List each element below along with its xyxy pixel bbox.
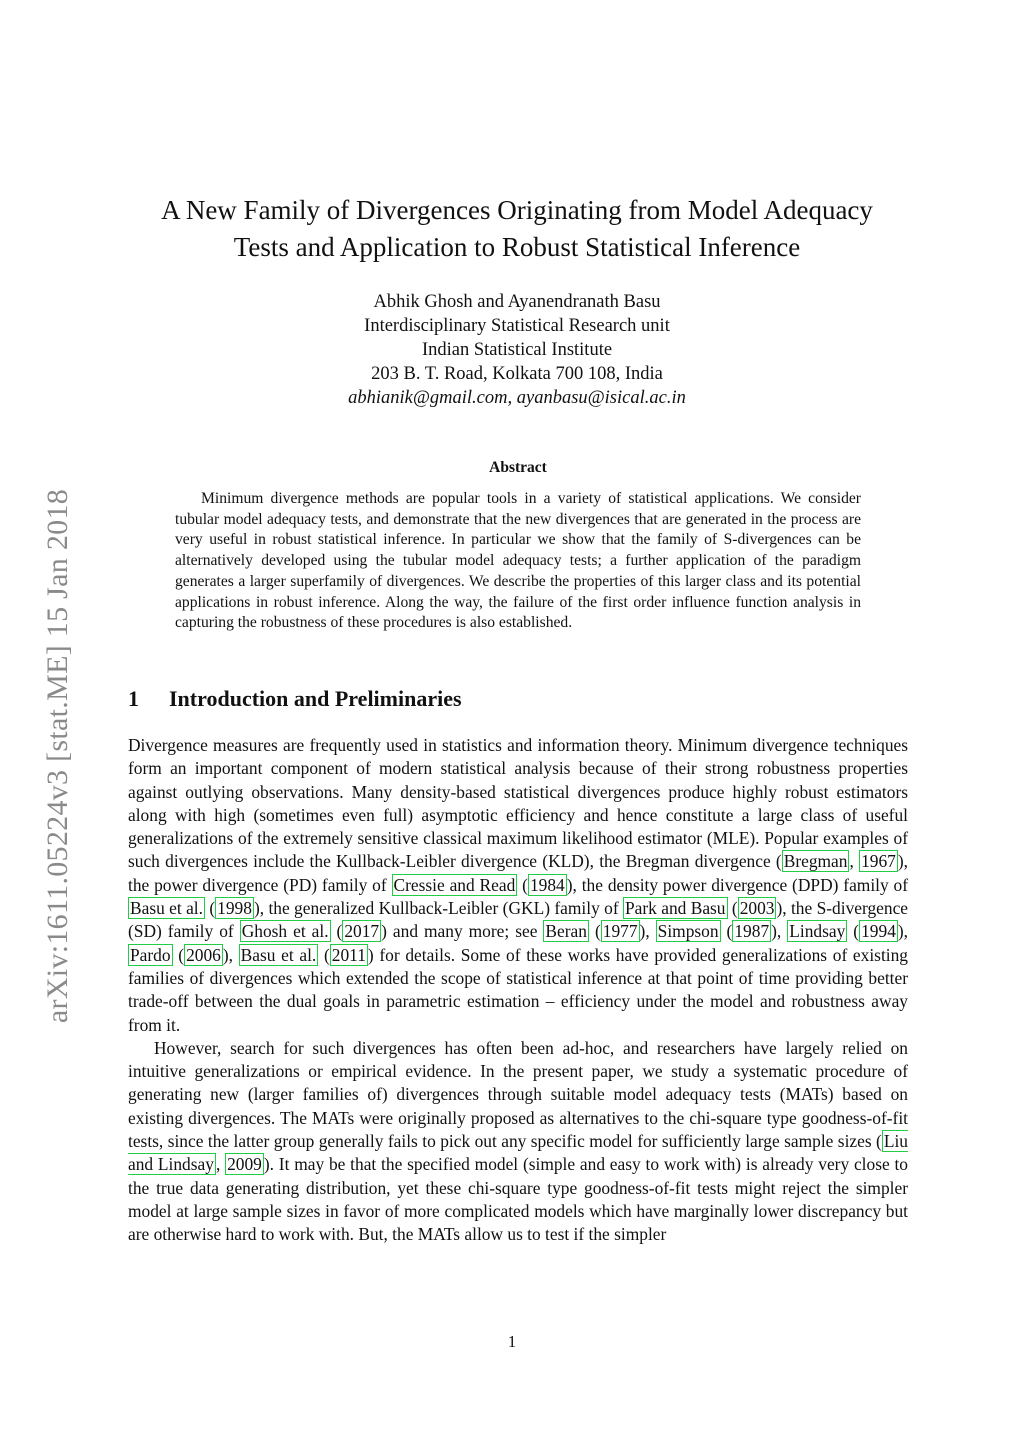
paper-title bbox=[112, 192, 922, 266]
citation-year-link[interactable]: 2003 bbox=[739, 898, 775, 919]
citation-link[interactable]: Basu et al. bbox=[130, 898, 203, 919]
author-institute: Indian Statistical Institute bbox=[421, 340, 613, 360]
arxiv-identifier: arXiv:1611.05224v3 [stat.ME] 15 Jan 2018 bbox=[41, 488, 74, 1024]
citation-link[interactable]: Ghosh et al. bbox=[241, 921, 329, 942]
citation-year-link[interactable]: 1984 bbox=[529, 874, 565, 895]
page-number: 1 bbox=[507, 1332, 517, 1351]
citation-link[interactable]: Lindsay bbox=[789, 921, 846, 942]
title-line-1: A New Family of Divergences Originating from Model Adequacy bbox=[161, 195, 873, 225]
author-names: Abhik Ghosh and Ayanendranath Basu bbox=[373, 292, 661, 312]
title-line-2: Tests and Application to Robust Statistical Inference bbox=[233, 232, 801, 262]
abstract-text: Minimum divergence methods are popular tools in a variety of statistical applications. We consider tubular model adequacy tests, and demonstrate that the new divergences that are generated in the process are very useful in robust statistical inference. In particular we show that the family of S-divergences can be alternatively developed using the tubular model adequacy tests; a further application of the paradigm generates a larger superfamily of divergences. We describe the properties of this larger class and its potential applications in robust inference. Along the way, the failure of the first order influence function analysis in capturing the robustness of these procedures is also established. bbox=[175, 490, 861, 632]
citation-year-link[interactable]: 1998 bbox=[217, 898, 252, 919]
citation-year-link[interactable]: 1994 bbox=[861, 921, 896, 942]
citation-year-link[interactable]: 2009 bbox=[227, 1154, 262, 1175]
section-number: 1 bbox=[128, 686, 139, 711]
citation-link[interactable]: Liu and Lindsay bbox=[128, 1131, 908, 1175]
paragraph-1: Divergence measures are frequently used in statistics and information theory. Minimum divergence techniques form an important component of modern statistical analysis because of their strong robustness properties against outlying observations. Many density-based statistical divergences produce highly robust estimators along with high (sometimes even full) asymptotic efficiency and hence constitute a large class of useful generalizations of the extremely sensitive classical maximum likelihood estimator (MLE). Popular examples of such divergences include the Kullback-Leibler divergence (KLD), the Bregman divergence ( Bregman , 1967 ), the power divergence (PD) family of Cressie and Read ( 1984 ), the density power divergence (DPD) family of Basu et al. ( 1998 ), the generalized Kullback-Leibler (GKL) family of Park and Basu ( 2003 ), the S-divergence (SD) family of Ghosh et al. ( 2017 ) and many more; see Beran ( 1977 ), Simpson ( 1987 ), Lindsay ( 1994 ), Pardo ( 2006 ), Basu et al. ( 2011 ) for details. Some of these works have provided generalizations of existing families of divergences which extended the scope of statistical inference at that point of time providing better trade-off between the dual goals in parametric estimation – efficiency under the model and robustness away from it. bbox=[128, 735, 909, 1035]
citation-link[interactable]: Basu et al. bbox=[240, 944, 317, 965]
body-text bbox=[128, 734, 908, 1247]
paragraph-2: However, search for such divergences has often been ad-hoc, and researchers have largely relied on intuitive generalizations or empirical evidence. In the present paper, we study a systematic procedure of generating new (larger families of) divergences through suitable model adequacy tests (MATs) based on existing divergences. The MATs were originally proposed as alternatives to the chi-square type goodness-of-fit tests, since the latter group generally fails to pick out any specific model for sufficiently large sample sizes ( Liu and Lindsay , 2009 ). It may be that the specified model (simple and easy to work with) is already very close to the true data generating distribution, yet these chi-square type goodness-of-fit tests might reject the simpler model at large sample sizes in favor of more complicated models which have marginally lower discrepancy but are otherwise hard to work with. But, the MATs allow us to test if the simpler bbox=[128, 1037, 909, 1245]
citation-link[interactable]: Cressie and Read bbox=[393, 874, 516, 895]
citation-link[interactable]: Simpson bbox=[657, 921, 719, 942]
citation-year-link[interactable]: 1987 bbox=[734, 921, 770, 942]
author-unit: Interdisciplinary Statistical Research unit bbox=[364, 316, 670, 336]
citation-year-link[interactable]: 1967 bbox=[861, 851, 896, 872]
citation-link[interactable]: Park and Basu bbox=[625, 898, 726, 919]
citation-year-link[interactable]: 2006 bbox=[186, 944, 221, 965]
section-heading bbox=[128, 686, 462, 712]
citation-year-link[interactable]: 2017 bbox=[344, 921, 380, 942]
author-emails: abhianik@gmail.com, ayanbasu@isical.ac.in bbox=[348, 388, 686, 408]
citation-link[interactable]: Pardo bbox=[130, 944, 171, 965]
citation-year-link[interactable]: 1977 bbox=[602, 921, 638, 942]
author-address: 203 B. T. Road, Kolkata 700 108, India bbox=[371, 364, 663, 384]
author-block bbox=[220, 290, 814, 410]
abstract-heading: Abstract bbox=[489, 459, 547, 476]
citation-link[interactable]: Bregman bbox=[783, 851, 848, 872]
citation-year-link[interactable]: 2011 bbox=[331, 944, 366, 965]
citation-link[interactable]: Beran bbox=[545, 921, 587, 942]
section-title: Introduction and Preliminaries bbox=[169, 686, 462, 711]
